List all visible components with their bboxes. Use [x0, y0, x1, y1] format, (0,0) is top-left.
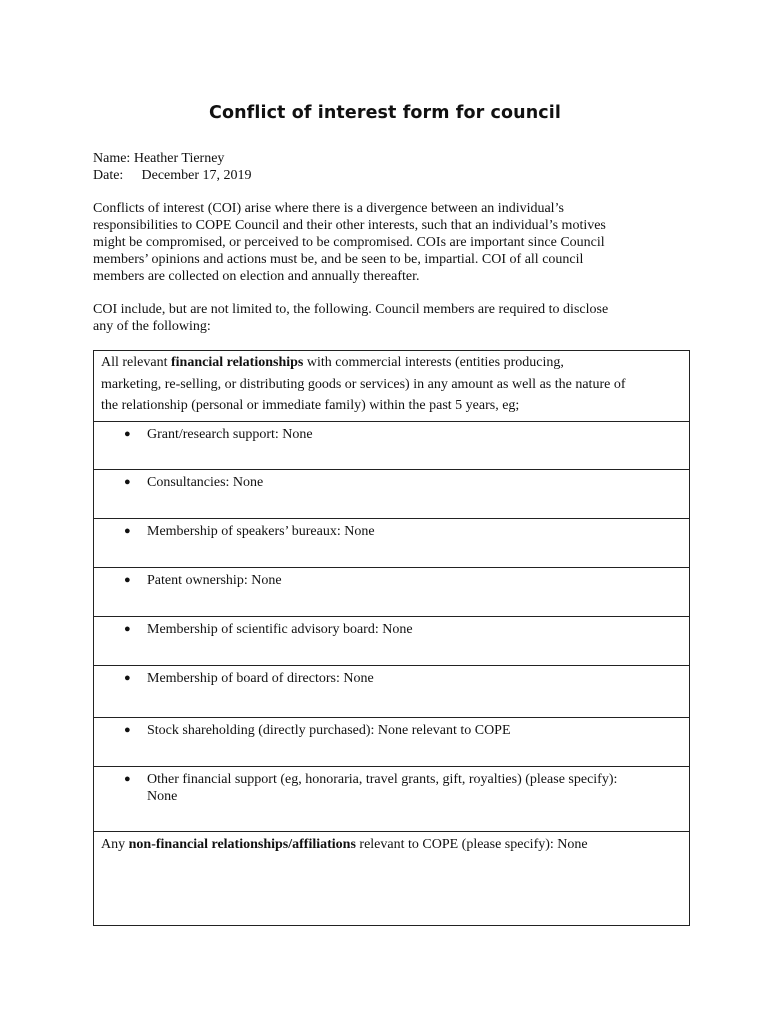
name-field: [93, 150, 224, 167]
bullet-icon: ●: [124, 724, 131, 736]
date-label: Date:: [93, 168, 124, 183]
item-text: [147, 722, 677, 739]
coi-definition-paragraph: [93, 200, 678, 285]
bullet-icon: ●: [124, 574, 131, 586]
intro-line: marketing, re-selling, or distributing goods or services) in any amount as well as the nature of: [101, 376, 626, 392]
item-text: [147, 572, 677, 589]
disclosure-item-advisory-board: [94, 617, 689, 666]
bullet-icon: ●: [124, 428, 131, 440]
paragraph-line: Conflicts of interest (COI) arise where there is a divergence between an individual’s: [93, 201, 564, 216]
paragraph-line: members are collected on election and annually thereafter.: [93, 269, 420, 284]
item-line: None: [147, 789, 178, 804]
item-line: Grant/research support: None: [147, 427, 313, 442]
item-text: [147, 621, 677, 638]
disclosure-item-patent: [94, 568, 689, 617]
item-text: [147, 474, 677, 491]
item-line: Membership of board of directors: None: [147, 671, 374, 686]
intro-line: the relationship (personal or immediate family) within the past 5 years, eg;: [101, 398, 520, 413]
item-line: Membership of speakers’ bureaux: None: [147, 524, 375, 539]
paragraph-line: any of the following:: [93, 319, 211, 334]
disclosure-item-other-financial: [94, 767, 689, 832]
name-label: Name:: [93, 151, 131, 166]
item-text: [147, 771, 677, 805]
paragraph-line: COI include, but are not limited to, the following. Council members are required to disclose: [93, 302, 609, 317]
nonfin-bold: non-financial relationships/affiliations: [128, 837, 356, 852]
item-text: [147, 426, 677, 443]
date-value: December 17, 2019: [141, 168, 252, 183]
name-value: Heather Tierney: [133, 151, 225, 166]
bullet-icon: ●: [124, 525, 131, 537]
financial-relationships-intro: [94, 351, 689, 422]
date-field: [93, 167, 252, 184]
intro-rest: with commercial interests (entities producing,: [303, 355, 564, 370]
item-line: Stock shareholding (directly purchased): None relevant to COPE: [147, 723, 511, 738]
disclosure-item-consultancies: [94, 470, 689, 519]
disclosure-item-board-of-directors: [94, 666, 689, 718]
non-financial-relationships: [94, 832, 689, 925]
coi-disclosure-paragraph: [93, 301, 678, 335]
nonfin-prefix: Any: [101, 837, 129, 852]
bullet-icon: ●: [124, 672, 131, 684]
disclosure-table: [93, 350, 690, 926]
bullet-icon: ●: [124, 476, 131, 488]
item-line: Membership of scientific advisory board: None: [147, 622, 413, 637]
item-line: Patent ownership: None: [147, 573, 282, 588]
intro-bold: financial relationships: [170, 355, 304, 370]
item-line: Other financial support (eg, honoraria, travel grants, gift, royalties) (please specify):: [147, 772, 618, 787]
item-line: Consultancies: None: [147, 475, 264, 490]
bullet-icon: ●: [124, 623, 131, 635]
disclosure-item-stock: [94, 718, 689, 767]
nonfin-rest: relevant to COPE (please specify): None: [355, 837, 588, 852]
page-title: Conflict of interest form for council: [209, 103, 561, 123]
paragraph-line: might be compromised, or perceived to be compromised. COIs are important since Council: [93, 235, 605, 250]
item-text: [147, 523, 677, 540]
disclosure-item-grant: [94, 422, 689, 470]
intro-prefix: All relevant: [101, 355, 171, 370]
paragraph-line: members’ opinions and actions must be, and be seen to be, impartial. COI of all council: [93, 252, 584, 267]
item-text: [147, 670, 677, 687]
disclosure-item-speakers-bureaux: [94, 519, 689, 568]
bullet-icon: ●: [124, 773, 131, 785]
intro-line: [101, 352, 689, 374]
paragraph-line: responsibilities to COPE Council and their other interests, such that an individual’s motives: [93, 218, 606, 233]
